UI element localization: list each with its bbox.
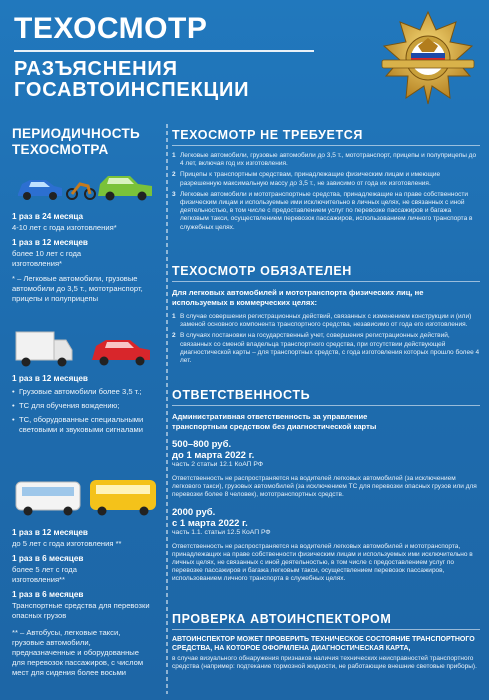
note-1 xyxy=(12,274,152,304)
section-lead: Для легковых автомобилей и мототранспорта физических лиц, не используемых в коммерческих целях: xyxy=(172,288,424,307)
block4-bold: 1 раз в 12 месяцев xyxy=(12,528,88,537)
block-24-months xyxy=(12,212,117,233)
fine2-text: Ответственность не распространяется на водителей легковых автомобилей и мототранспорта, принадлежащих на праве собственности физическим лицам и используемых ими исключительно в личных целях, не связанных с иной деятельностью, в том числе с предоставлением услуг по перевозке пассажиров и багажа легковым такси, осуществлением перевозок пассажиров, использованием личного транспорта в служебных целях. xyxy=(172,542,473,583)
numbered-list xyxy=(172,313,480,365)
item-number: 1 xyxy=(172,152,176,159)
fine-1 xyxy=(172,439,480,499)
fine1-law: часть 2 статьи 12.1 КоАП РФ xyxy=(172,461,264,468)
note2-text: ** – Автобусы, легковые такси, грузовые автомобили, предназначенные и оборудованные для перевозок пассажиров, с числом мест для сидения более восьми xyxy=(12,628,144,677)
list-item xyxy=(172,313,480,329)
item-number: 3 xyxy=(172,190,176,198)
list-item: • ТС, оборудованные специальными световыми и звуковыми сигналами xyxy=(12,415,157,435)
fine1-date: до 1 марта 2022 г. xyxy=(172,450,255,461)
header xyxy=(0,0,489,112)
subtitle-line2: ГОСАВТОИНСПЕКЦИИ xyxy=(14,79,250,101)
block6-text: Транспортные средства для перевозки опасных грузов xyxy=(12,600,150,620)
fine2-amount: 2000 руб. xyxy=(172,507,216,519)
item-number: 1 xyxy=(172,313,176,320)
block5-text: более 5 лет с года изготовления** xyxy=(12,564,77,584)
section-lead: Административная ответственность за управление транспортным средством без диагностической карты xyxy=(172,412,377,431)
bus-icon xyxy=(12,474,162,520)
note1-text: * – Легковые автомобили, грузовые автомобили до 3,5 т., мототранспорт, прицепы и полуприцепы xyxy=(12,274,143,303)
block-12-months-a xyxy=(12,238,132,269)
fine1-text: Ответственность не распространяется на водителей легковых автомобилей (за исключением легкового такси), грузовых автомобилей (за исключением ТС для перевозки опасных грузов или для перевозки более 8 человек), мототранспортных средств. xyxy=(172,474,477,498)
car-icon xyxy=(12,170,162,204)
block2-bold: 1 раз в 12 месяцев xyxy=(12,238,88,247)
section-heading: ПРОВЕРКА АВТОИНСПЕКТОРОМ xyxy=(172,612,392,626)
block6-bold: 1 раз в 6 месяцев xyxy=(12,590,84,599)
section-heading: ТЕХОСМОТР ОБЯЗАТЕЛЕН xyxy=(172,264,352,278)
section-not-required xyxy=(172,128,480,235)
section-text: в случае визуального обнаружения признаков наличия технических неисправностей транспортного средства (например: подтекание тормозной жидкости, не работающие внешние световые приборы). xyxy=(172,655,477,671)
section-rule xyxy=(172,629,480,630)
section-rule xyxy=(172,405,480,406)
section-heading: ОТВЕТСТВЕННОСТЬ xyxy=(172,388,311,402)
page-title: ТЕХОСМОТР xyxy=(14,12,208,45)
note-2 xyxy=(12,628,152,678)
block1-text: 4-10 лет с года изготовления* xyxy=(12,222,117,232)
section-responsibility xyxy=(172,388,480,584)
block-6-months-b xyxy=(12,590,152,621)
block3-bold: 1 раз в 12 месяцев xyxy=(12,374,88,383)
periodicity-heading xyxy=(12,126,140,158)
numbered-list xyxy=(172,152,480,232)
item-number: 2 xyxy=(172,332,176,340)
list-item xyxy=(172,171,480,187)
column-divider xyxy=(166,124,168,694)
item-text: Прицепы к транспортным средствам, принадлежащие физическим лицам и имеющие разрешенную максимальную массу до 3,5 т., не зависимо от года их изготовления. xyxy=(180,171,441,187)
block1-bold: 1 раз в 24 месяца xyxy=(12,212,84,221)
heading-line2: ТЕХОСМОТРА xyxy=(12,142,109,157)
block5-bold: 1 раз в 6 месяцев xyxy=(12,554,84,563)
list-item xyxy=(172,332,480,365)
list-item xyxy=(172,191,480,232)
section-rule xyxy=(172,145,480,146)
fine2-law: часть 1.1. статьи 12.5 КоАП РФ xyxy=(172,529,271,537)
subtitle-line1: РАЗЪЯСНЕНИЯ xyxy=(14,58,178,80)
block-12-months-b xyxy=(12,374,157,439)
list-item xyxy=(172,152,480,168)
gibdd-emblem-icon xyxy=(378,8,478,108)
title-underline xyxy=(14,50,314,52)
section-required xyxy=(172,264,480,368)
block2-text: более 10 лет с года изготовления* xyxy=(12,248,82,268)
section-heading: ТЕХОСМОТР НЕ ТРЕБУЕТСЯ xyxy=(172,128,363,142)
block4-text: до 5 лет с года изготовления ** xyxy=(12,538,122,548)
truck-icon xyxy=(12,326,162,372)
fine1-amount: 500–800 руб. xyxy=(172,439,232,450)
block3-list xyxy=(12,387,157,435)
heading-line1: ПЕРИОДИЧНОСТЬ xyxy=(12,126,141,141)
item-text: Легковые автомобили и мототранспортные средства, принадлежащие на праве собственности физическим лицам и используемые ими исключительно в личных целях, не связанных с иной деятельностью, в том числе с предоставлением услуг по перевозке пассажиров и багажа легковым такси, осуществлением перевозок пассажиров, использованием личного транспорта в служебных целях. xyxy=(180,190,473,231)
list-item: • Грузовые автомобили более 3,5 т.; xyxy=(12,387,157,397)
item-text: Легковые автомобили, грузовые автомобили до 3,5 т., мототранспорт, прицепы и полуприцепы до 4 лет, включая год их изготовления. xyxy=(180,152,477,168)
fine2-date: с 1 марта 2022 г. xyxy=(172,518,248,530)
block-6-months-a xyxy=(12,554,132,585)
item-text: В случае совершения регистрационных действий, связанных с изменением конструкции и (или) заменой основного компонента транспортного средства, независимо от года его изготовления. xyxy=(180,313,472,329)
item-number: 2 xyxy=(172,171,176,179)
motorcycle-icon xyxy=(67,184,95,199)
section-lead: АВТОИНСПЕКТОР МОЖЕТ ПРОВЕРИТЬ ТЕХНИЧЕСКОЕ СОСТОЯНИЕ ТРАНСПОРТНОГО СРЕДСТВА, НА КОТОРОЕ ОФОРМЛЕНА ДИАГНОСТИЧЕСКАЯ КАРТА, xyxy=(172,636,475,652)
block-12-months-c xyxy=(12,528,162,549)
fine-2 xyxy=(172,507,480,584)
section-inspector-check xyxy=(172,612,480,671)
section-rule xyxy=(172,281,480,282)
list-item: • ТС для обучения вождению; xyxy=(12,401,157,411)
item-text: В случаях постановки на государственный учет, совершения регистрационных действий, связанных со сменой владельца транспортного средства, при отсутствии действующей диагностической карты – для транспортных средств, с года изготовления которых прошло более 4 лет. xyxy=(180,332,480,365)
